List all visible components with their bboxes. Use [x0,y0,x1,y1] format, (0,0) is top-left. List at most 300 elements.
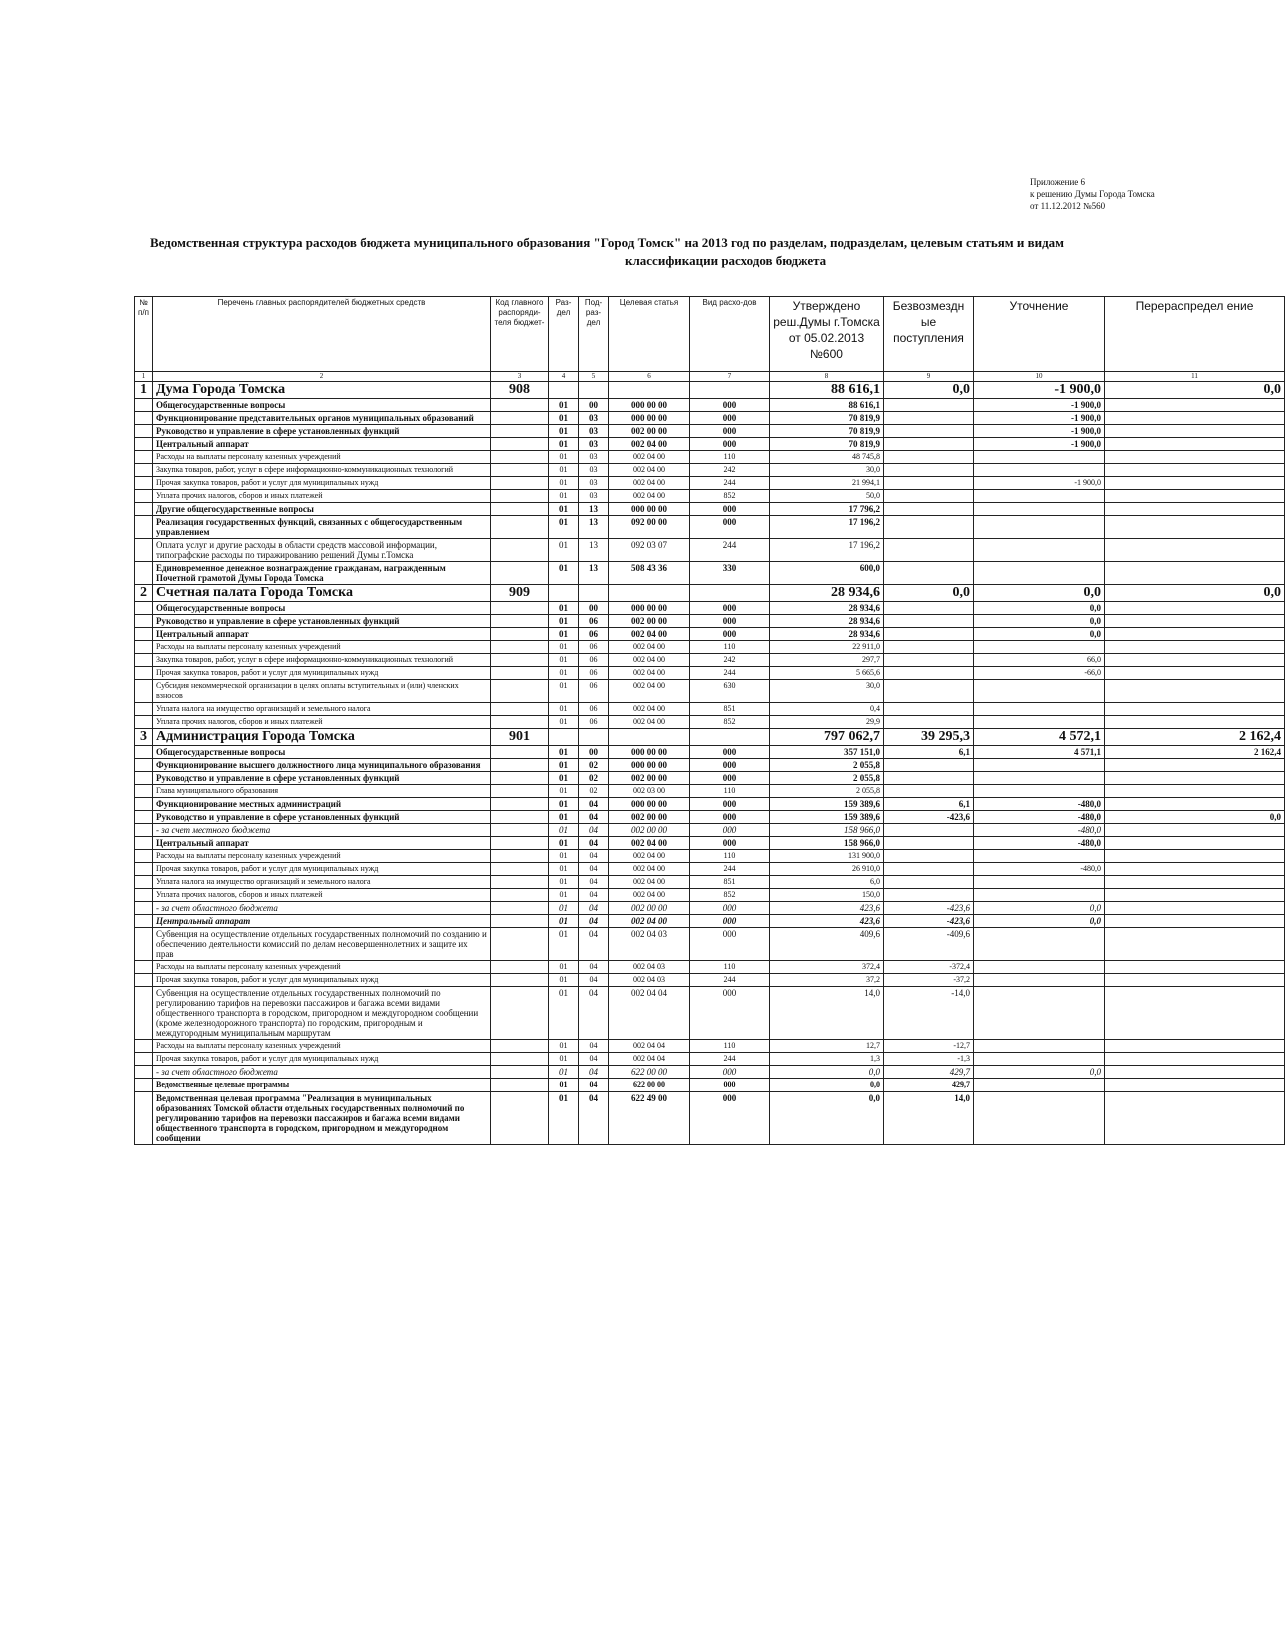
row-name: - за счет областного бюджета [153,902,491,915]
row-name: Прочая закупка товаров, работ и услуг для муниципальных нужд [153,974,491,987]
row-target: 002 04 03 [609,928,690,961]
row-section: 01 [549,438,579,451]
row-section: 01 [549,915,579,928]
row-target: 622 49 00 [609,1092,690,1145]
row-name: Уплата прочих налогов, сборов и иных платежей [153,490,491,503]
row-clarification [974,641,1105,654]
row-number [135,654,153,667]
row-redistribution [1105,863,1285,876]
row-type: 244 [690,667,770,680]
row-redistribution [1105,1092,1285,1145]
row-subsection: 03 [579,490,609,503]
row-code [491,451,549,464]
row-clarification [974,464,1105,477]
row-gratis [884,615,974,628]
row-type: 851 [690,876,770,889]
row-number [135,641,153,654]
row-code [491,850,549,863]
row-name: Расходы на выплаты персоналу казенных учреждений [153,1040,491,1053]
row-clarification [974,503,1105,516]
row-target: 000 00 00 [609,602,690,615]
row-approved: 2 055,8 [770,772,884,785]
row-subsection: 02 [579,759,609,772]
row-section: 01 [549,1092,579,1145]
row-approved: 6,0 [770,876,884,889]
table-row [135,987,1285,1040]
row-approved: 70 819,9 [770,425,884,438]
row-gratis [884,863,974,876]
row-number [135,811,153,824]
row-target: 002 04 00 [609,641,690,654]
row-number [135,772,153,785]
row-code [491,824,549,837]
row-target: 002 04 00 [609,490,690,503]
row-subsection: 06 [579,615,609,628]
row-type: 244 [690,974,770,987]
header-target: Целевая статья [609,297,690,372]
row-number [135,438,153,451]
row-target [609,585,690,602]
table-row [135,477,1285,490]
row-gratis [884,477,974,490]
row-redistribution [1105,785,1285,798]
row-clarification [974,889,1105,902]
row-type: 000 [690,772,770,785]
row-target: 508 43 36 [609,562,690,585]
row-code [491,759,549,772]
row-section [549,382,579,399]
row-redistribution [1105,516,1285,539]
row-clarification: 0,0 [974,585,1105,602]
row-section: 01 [549,562,579,585]
row-clarification: 0,0 [974,602,1105,615]
row-number [135,539,153,562]
table-row [135,628,1285,641]
row-target: 092 00 00 [609,516,690,539]
row-section: 01 [549,1040,579,1053]
row-approved: 26 910,0 [770,863,884,876]
row-approved: 409,6 [770,928,884,961]
row-code [491,928,549,961]
row-number: 3 [135,729,153,746]
row-target [609,382,690,399]
row-section: 01 [549,772,579,785]
row-gratis [884,562,974,585]
row-number [135,1079,153,1092]
row-gratis: 6,1 [884,746,974,759]
row-target: 002 04 00 [609,464,690,477]
row-redistribution [1105,961,1285,974]
row-section [549,729,579,746]
row-approved: 12,7 [770,1040,884,1053]
row-redistribution [1105,902,1285,915]
row-section: 01 [549,615,579,628]
table-row [135,654,1285,667]
row-section: 01 [549,628,579,641]
table-row [135,772,1285,785]
row-gratis [884,503,974,516]
document-title [150,234,1275,270]
table-header-row [135,297,1285,372]
row-subsection: 00 [579,399,609,412]
row-name: Расходы на выплаты персоналу казенных учреждений [153,641,491,654]
row-redistribution [1105,399,1285,412]
row-approved: 70 819,9 [770,438,884,451]
row-name: Уплата прочих налогов, сборов и иных платежей [153,889,491,902]
row-number [135,902,153,915]
row-type: 244 [690,477,770,490]
table-row [135,451,1285,464]
row-clarification: -480,0 [974,811,1105,824]
row-name: Функционирование представительных органов муниципальных образований [153,412,491,425]
row-number [135,876,153,889]
row-code [491,746,549,759]
row-approved: 29,9 [770,716,884,729]
row-clarification [974,785,1105,798]
row-approved: 5 665,6 [770,667,884,680]
row-subsection: 06 [579,680,609,703]
row-approved: 70 819,9 [770,412,884,425]
row-clarification: -1 900,0 [974,425,1105,438]
header-code: Код главного распоряди-теля бюджет- [491,297,549,372]
row-code [491,703,549,716]
row-section: 01 [549,824,579,837]
row-redistribution [1105,1053,1285,1066]
table-row [135,716,1285,729]
row-name: Руководство и управление в сфере установленных функций [153,615,491,628]
row-target: 002 04 00 [609,477,690,490]
row-section: 01 [549,602,579,615]
row-subsection: 04 [579,1066,609,1079]
row-target [609,729,690,746]
table-row [135,785,1285,798]
row-redistribution [1105,464,1285,477]
row-approved: 14,0 [770,987,884,1040]
row-clarification: 0,0 [974,1066,1105,1079]
row-subsection: 00 [579,602,609,615]
row-approved: 50,0 [770,490,884,503]
row-code [491,876,549,889]
row-target: 000 00 00 [609,399,690,412]
table-row [135,759,1285,772]
row-code [491,490,549,503]
row-code [491,562,549,585]
header-approved: Утверждено реш.Думы г.Томска от 05.02.2013 №600 [770,297,884,372]
table-row [135,464,1285,477]
row-type [690,382,770,399]
row-number [135,703,153,716]
row-subsection: 04 [579,824,609,837]
row-gratis [884,399,974,412]
row-subsection: 04 [579,974,609,987]
row-redistribution [1105,412,1285,425]
row-clarification [974,1079,1105,1092]
row-code [491,1040,549,1053]
row-gratis: -372,4 [884,961,974,974]
row-type: 110 [690,785,770,798]
row-redistribution [1105,641,1285,654]
row-approved: 159 389,6 [770,798,884,811]
row-type: 000 [690,1079,770,1092]
row-code [491,1066,549,1079]
row-name: Субсидия некоммерческой организации в целях оплаты вступительных и (или) членских взносов [153,680,491,703]
row-target: 002 04 04 [609,1053,690,1066]
row-type: 000 [690,902,770,915]
row-subsection: 03 [579,412,609,425]
header-type: Вид расхо-дов [690,297,770,372]
row-code [491,1079,549,1092]
index-cell: 1 [135,372,153,382]
row-gratis [884,703,974,716]
row-code [491,667,549,680]
row-gratis [884,837,974,850]
row-clarification [974,539,1105,562]
row-type: 000 [690,602,770,615]
row-code [491,974,549,987]
row-name: Прочая закупка товаров, работ и услуг для муниципальных нужд [153,667,491,680]
row-number [135,490,153,503]
row-type: 110 [690,641,770,654]
row-clarification [974,987,1105,1040]
row-number [135,850,153,863]
row-gratis [884,772,974,785]
table-row [135,412,1285,425]
row-code [491,539,549,562]
row-clarification: -480,0 [974,798,1105,811]
row-code [491,716,549,729]
row-redistribution [1105,837,1285,850]
row-gratis: 429,7 [884,1079,974,1092]
row-target: 002 04 00 [609,915,690,928]
row-clarification [974,451,1105,464]
table-row [135,889,1285,902]
row-target: 092 03 07 [609,539,690,562]
row-subsection: 06 [579,628,609,641]
row-number [135,464,153,477]
row-target: 002 04 04 [609,987,690,1040]
row-type: 000 [690,438,770,451]
row-target: 002 04 00 [609,863,690,876]
table-row [135,1053,1285,1066]
table-row [135,615,1285,628]
row-number [135,824,153,837]
row-type: 000 [690,798,770,811]
row-name: Уплата налога на имущество организаций и земельного налога [153,703,491,716]
row-redistribution [1105,850,1285,863]
row-approved: 17 196,2 [770,516,884,539]
row-section: 01 [549,961,579,974]
row-subsection: 06 [579,654,609,667]
row-redistribution [1105,628,1285,641]
row-code [491,1053,549,1066]
row-gratis [884,716,974,729]
row-approved: 37,2 [770,974,884,987]
row-subsection: 03 [579,425,609,438]
row-target: 622 00 00 [609,1079,690,1092]
row-name: Единовременное денежное вознаграждение гражданам, награжденным Почетной грамотой Думы Города Томска [153,562,491,585]
row-section: 01 [549,1079,579,1092]
row-target: 002 04 00 [609,667,690,680]
table-row [135,837,1285,850]
row-type: 000 [690,615,770,628]
row-name: Реализация государственных функций, связанных с общегосударственным управлением [153,516,491,539]
index-cell: 11 [1105,372,1285,382]
row-section: 01 [549,863,579,876]
row-redistribution [1105,759,1285,772]
row-redistribution: 2 162,4 [1105,746,1285,759]
row-section: 01 [549,837,579,850]
row-clarification [974,562,1105,585]
attachment-line3: от 11.12.2012 №560 [1030,201,1106,211]
row-redistribution [1105,974,1285,987]
row-type: 000 [690,811,770,824]
index-cell: 5 [579,372,609,382]
row-redistribution [1105,490,1285,503]
row-number [135,451,153,464]
row-subsection: 03 [579,438,609,451]
row-approved: 150,0 [770,889,884,902]
row-name: Администрация Города Томска [153,729,491,746]
index-cell: 2 [153,372,491,382]
row-type [690,585,770,602]
row-name: Общегосударственные вопросы [153,746,491,759]
row-subsection: 04 [579,902,609,915]
row-number [135,1040,153,1053]
row-redistribution [1105,1066,1285,1079]
row-gratis [884,759,974,772]
row-redistribution [1105,915,1285,928]
table-row [135,902,1285,915]
row-subsection: 04 [579,987,609,1040]
row-target: 002 00 00 [609,772,690,785]
row-number [135,477,153,490]
row-section: 01 [549,876,579,889]
row-clarification [974,680,1105,703]
row-redistribution [1105,503,1285,516]
index-cell: 3 [491,372,549,382]
row-gratis [884,451,974,464]
row-gratis [884,876,974,889]
row-name: Прочая закупка товаров, работ и услуг для муниципальных нужд [153,863,491,876]
row-gratis [884,602,974,615]
row-gratis [884,539,974,562]
row-number [135,412,153,425]
row-code [491,798,549,811]
header-subsection: Под-раз-дел [579,297,609,372]
row-subsection: 04 [579,915,609,928]
table-row [135,850,1285,863]
row-code [491,889,549,902]
row-number [135,1092,153,1145]
row-name: Центральный аппарат [153,628,491,641]
row-clarification [974,516,1105,539]
row-clarification [974,961,1105,974]
row-type: 110 [690,1040,770,1053]
row-type: 000 [690,516,770,539]
row-name: Закупка товаров, работ, услуг в сфере информационно-коммуникационных технологий [153,654,491,667]
row-target: 002 04 00 [609,716,690,729]
row-redistribution [1105,772,1285,785]
row-target: 002 04 00 [609,654,690,667]
row-clarification: -480,0 [974,837,1105,850]
row-code [491,615,549,628]
row-type: 242 [690,464,770,477]
row-approved: 158 966,0 [770,824,884,837]
row-gratis: 0,0 [884,382,974,399]
row-gratis: -423,6 [884,915,974,928]
row-clarification: 0,0 [974,615,1105,628]
row-gratis: -37,2 [884,974,974,987]
header-gratis: Безвозмездн ые поступления [884,297,974,372]
row-section: 01 [549,798,579,811]
row-section: 01 [549,716,579,729]
row-clarification: -1 900,0 [974,382,1105,399]
row-target: 002 04 00 [609,451,690,464]
row-approved: 28 934,6 [770,585,884,602]
row-target: 622 00 00 [609,1066,690,1079]
row-subsection [579,382,609,399]
row-redistribution [1105,716,1285,729]
row-subsection: 04 [579,1053,609,1066]
row-code: 908 [491,382,549,399]
row-clarification: -1 900,0 [974,412,1105,425]
row-code [491,654,549,667]
row-section: 01 [549,1053,579,1066]
row-target: 002 04 00 [609,628,690,641]
row-section [549,585,579,602]
row-number [135,615,153,628]
row-type: 630 [690,680,770,703]
row-target: 002 04 00 [609,680,690,703]
table-row [135,516,1285,539]
row-code: 901 [491,729,549,746]
row-subsection: 04 [579,1040,609,1053]
row-code [491,602,549,615]
row-type: 244 [690,1053,770,1066]
row-gratis [884,464,974,477]
row-redistribution [1105,654,1285,667]
table-row [135,824,1285,837]
header-redistribution: Перераспредел ение [1105,297,1285,372]
row-number [135,915,153,928]
row-code [491,961,549,974]
row-section: 01 [549,928,579,961]
row-target: 002 04 00 [609,876,690,889]
row-section: 01 [549,850,579,863]
row-gratis [884,490,974,503]
row-approved: 28 934,6 [770,615,884,628]
row-approved: 22 911,0 [770,641,884,654]
row-name: - за счет областного бюджета [153,1066,491,1079]
row-gratis [884,850,974,863]
row-type: 852 [690,716,770,729]
row-redistribution [1105,667,1285,680]
row-approved: 600,0 [770,562,884,585]
row-approved: 0,4 [770,703,884,716]
row-type: 851 [690,703,770,716]
row-target: 000 00 00 [609,412,690,425]
table-row [135,503,1285,516]
row-code [491,477,549,490]
row-gratis [884,412,974,425]
row-name: Глава муниципального образования [153,785,491,798]
row-number [135,1066,153,1079]
row-section: 01 [549,516,579,539]
row-type: 244 [690,539,770,562]
table-row [135,667,1285,680]
row-section: 01 [549,539,579,562]
row-clarification: -1 900,0 [974,399,1105,412]
